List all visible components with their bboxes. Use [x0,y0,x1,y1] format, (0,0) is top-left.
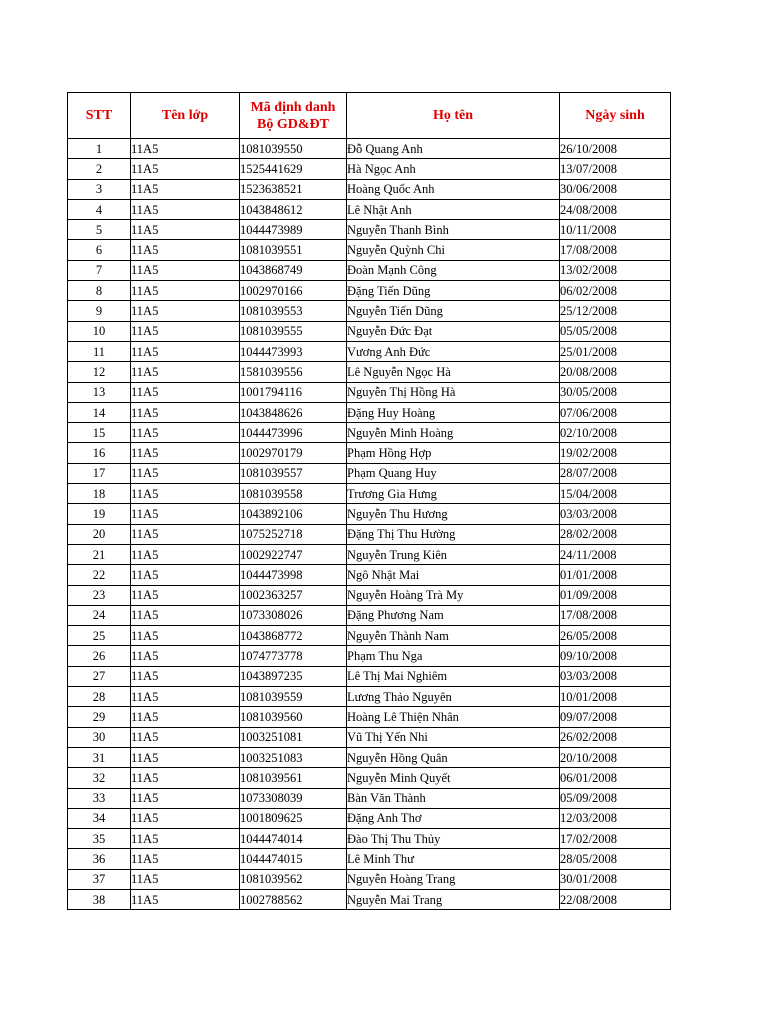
cell-stt: 31 [68,747,131,767]
cell-birth-date: 07/06/2008 [560,402,671,422]
table-row [68,260,671,280]
cell-stt: 18 [68,484,131,504]
cell-full-name: Nguyễn Hoàng Trang [347,869,560,889]
cell-student-id: 1081039562 [240,869,347,889]
cell-full-name: Phạm Thu Nga [347,646,560,666]
cell-student-id: 1044473989 [240,220,347,240]
cell-full-name: Hoàng Lê Thiện Nhân [347,707,560,727]
cell-class: 11A5 [131,626,240,646]
cell-stt: 34 [68,808,131,828]
cell-class: 11A5 [131,687,240,707]
cell-stt: 1 [68,139,131,159]
table-row [68,199,671,219]
cell-student-id: 1081039551 [240,240,347,260]
cell-stt: 30 [68,727,131,747]
cell-student-id: 1081039560 [240,707,347,727]
cell-birth-date: 10/01/2008 [560,687,671,707]
cell-birth-date: 30/06/2008 [560,179,671,199]
cell-stt: 24 [68,605,131,625]
cell-student-id: 1081039561 [240,768,347,788]
header-full-name: Họ tên [347,93,560,139]
cell-birth-date: 15/04/2008 [560,484,671,504]
cell-birth-date: 19/02/2008 [560,443,671,463]
cell-class: 11A5 [131,382,240,402]
cell-class: 11A5 [131,362,240,382]
cell-stt: 29 [68,707,131,727]
cell-stt: 6 [68,240,131,260]
cell-full-name: Đặng Huy Hoàng [347,402,560,422]
table-row [68,747,671,767]
cell-class: 11A5 [131,423,240,443]
cell-full-name: Phạm Quang Huy [347,463,560,483]
cell-full-name: Vũ Thị Yến Nhi [347,727,560,747]
cell-class: 11A5 [131,585,240,605]
header-row [68,93,671,139]
cell-student-id: 1002788562 [240,889,347,909]
cell-stt: 11 [68,341,131,361]
table-body [68,139,671,910]
cell-birth-date: 10/11/2008 [560,220,671,240]
table-row [68,849,671,869]
cell-birth-date: 22/08/2008 [560,889,671,909]
cell-birth-date: 17/08/2008 [560,240,671,260]
cell-full-name: Nguyễn Hoàng Trà My [347,585,560,605]
cell-birth-date: 26/02/2008 [560,727,671,747]
cell-student-id: 1075252718 [240,524,347,544]
cell-full-name: Ngô Nhật Mai [347,565,560,585]
cell-full-name: Đỗ Quang Anh [347,139,560,159]
cell-birth-date: 30/01/2008 [560,869,671,889]
cell-full-name: Đào Thị Thu Thủy [347,829,560,849]
cell-stt: 5 [68,220,131,240]
cell-student-id: 1081039555 [240,321,347,341]
cell-class: 11A5 [131,605,240,625]
cell-student-id: 1002970179 [240,443,347,463]
table-row [68,687,671,707]
cell-student-id: 1001794116 [240,382,347,402]
cell-class: 11A5 [131,402,240,422]
cell-class: 11A5 [131,829,240,849]
cell-birth-date: 06/02/2008 [560,281,671,301]
cell-student-id: 1044473998 [240,565,347,585]
cell-full-name: Nguyễn Hồng Quân [347,747,560,767]
cell-birth-date: 28/05/2008 [560,849,671,869]
cell-stt: 19 [68,504,131,524]
cell-student-id: 1043892106 [240,504,347,524]
cell-full-name: Đoàn Mạnh Công [347,260,560,280]
cell-class: 11A5 [131,565,240,585]
cell-class: 11A5 [131,484,240,504]
table-row [68,869,671,889]
cell-birth-date: 26/05/2008 [560,626,671,646]
header-stt: STT [68,93,131,139]
cell-birth-date: 12/03/2008 [560,808,671,828]
table-row [68,240,671,260]
cell-stt: 37 [68,869,131,889]
table-row [68,179,671,199]
cell-full-name: Nguyễn Tiến Dũng [347,301,560,321]
cell-full-name: Nguyễn Đức Đạt [347,321,560,341]
cell-birth-date: 09/07/2008 [560,707,671,727]
cell-student-id: 1002922747 [240,544,347,564]
table-row [68,605,671,625]
cell-student-id: 1044474015 [240,849,347,869]
cell-stt: 25 [68,626,131,646]
cell-class: 11A5 [131,301,240,321]
cell-stt: 10 [68,321,131,341]
header-student-id-line2: Bộ GD&ĐT [257,116,329,132]
cell-full-name: Phạm Hồng Hợp [347,443,560,463]
cell-student-id: 1043897235 [240,666,347,686]
cell-student-id: 1073308026 [240,605,347,625]
cell-full-name: Nguyễn Thị Hồng Hà [347,382,560,402]
cell-class: 11A5 [131,727,240,747]
cell-class: 11A5 [131,544,240,564]
cell-student-id: 1043868749 [240,260,347,280]
cell-full-name: Hoàng Quốc Anh [347,179,560,199]
cell-birth-date: 25/01/2008 [560,341,671,361]
cell-stt: 15 [68,423,131,443]
cell-class: 11A5 [131,747,240,767]
cell-full-name: Lương Thảo Nguyên [347,687,560,707]
cell-full-name: Nguyễn Mai Trang [347,889,560,909]
table-row [68,808,671,828]
cell-student-id: 1081039550 [240,139,347,159]
table-row [68,524,671,544]
cell-stt: 22 [68,565,131,585]
cell-birth-date: 05/05/2008 [560,321,671,341]
cell-student-id: 1043868772 [240,626,347,646]
cell-class: 11A5 [131,321,240,341]
table-row [68,768,671,788]
cell-birth-date: 25/12/2008 [560,301,671,321]
cell-class: 11A5 [131,179,240,199]
cell-student-id: 1523638521 [240,179,347,199]
cell-stt: 17 [68,463,131,483]
cell-stt: 12 [68,362,131,382]
table-row [68,565,671,585]
cell-class: 11A5 [131,159,240,179]
cell-full-name: Lê Minh Thư [347,849,560,869]
student-table [67,92,671,910]
cell-student-id: 1081039553 [240,301,347,321]
table-row [68,707,671,727]
cell-student-id: 1074773778 [240,646,347,666]
cell-student-id: 1081039557 [240,463,347,483]
table-row [68,829,671,849]
cell-class: 11A5 [131,707,240,727]
cell-birth-date: 28/02/2008 [560,524,671,544]
cell-full-name: Bàn Văn Thành [347,788,560,808]
cell-student-id: 1525441629 [240,159,347,179]
cell-stt: 33 [68,788,131,808]
cell-birth-date: 01/01/2008 [560,565,671,585]
cell-stt: 21 [68,544,131,564]
header-class: Tên lớp [131,93,240,139]
table-row [68,220,671,240]
table-row [68,139,671,159]
cell-stt: 13 [68,382,131,402]
cell-student-id: 1081039558 [240,484,347,504]
cell-stt: 8 [68,281,131,301]
cell-full-name: Nguyễn Thu Hương [347,504,560,524]
cell-full-name: Lê Thị Mai Nghiêm [347,666,560,686]
cell-stt: 3 [68,179,131,199]
table-row [68,321,671,341]
cell-birth-date: 24/11/2008 [560,544,671,564]
cell-full-name: Nguyễn Thành Nam [347,626,560,646]
cell-birth-date: 28/07/2008 [560,463,671,483]
cell-full-name: Lê Nhật Anh [347,199,560,219]
table-row [68,402,671,422]
cell-full-name: Nguyễn Minh Quyết [347,768,560,788]
cell-stt: 35 [68,829,131,849]
cell-student-id: 1043848626 [240,402,347,422]
cell-stt: 9 [68,301,131,321]
table-row [68,423,671,443]
cell-stt: 7 [68,260,131,280]
cell-stt: 27 [68,666,131,686]
cell-full-name: Nguyễn Thanh Bình [347,220,560,240]
table-row [68,463,671,483]
table-row [68,788,671,808]
header-student-id-line1: Mã định danh [250,99,336,115]
cell-stt: 38 [68,889,131,909]
cell-student-id: 1073308039 [240,788,347,808]
cell-birth-date: 20/08/2008 [560,362,671,382]
cell-birth-date: 17/02/2008 [560,829,671,849]
cell-student-id: 1044473993 [240,341,347,361]
table-row [68,341,671,361]
cell-class: 11A5 [131,240,240,260]
table-row [68,301,671,321]
cell-birth-date: 13/02/2008 [560,260,671,280]
table-row [68,727,671,747]
cell-full-name: Nguyễn Minh Hoàng [347,423,560,443]
cell-birth-date: 09/10/2008 [560,646,671,666]
cell-birth-date: 02/10/2008 [560,423,671,443]
cell-stt: 26 [68,646,131,666]
cell-birth-date: 26/10/2008 [560,139,671,159]
cell-stt: 20 [68,524,131,544]
cell-class: 11A5 [131,341,240,361]
cell-class: 11A5 [131,788,240,808]
cell-student-id: 1003251081 [240,727,347,747]
cell-birth-date: 01/09/2008 [560,585,671,605]
table-row [68,666,671,686]
table-row [68,504,671,524]
cell-student-id: 1003251083 [240,747,347,767]
table-row [68,585,671,605]
cell-student-id: 1081039559 [240,687,347,707]
cell-class: 11A5 [131,869,240,889]
cell-stt: 36 [68,849,131,869]
cell-class: 11A5 [131,808,240,828]
table-row [68,889,671,909]
cell-full-name: Lê Nguyễn Ngọc Hà [347,362,560,382]
table-row [68,443,671,463]
cell-student-id: 1581039556 [240,362,347,382]
cell-full-name: Hà Ngọc Anh [347,159,560,179]
table-row [68,544,671,564]
cell-full-name: Đặng Phương Nam [347,605,560,625]
cell-full-name: Nguyễn Quỳnh Chi [347,240,560,260]
cell-full-name: Đặng Anh Thơ [347,808,560,828]
cell-birth-date: 24/08/2008 [560,199,671,219]
cell-birth-date: 05/09/2008 [560,788,671,808]
cell-class: 11A5 [131,463,240,483]
cell-stt: 2 [68,159,131,179]
cell-student-id: 1044473996 [240,423,347,443]
cell-class: 11A5 [131,443,240,463]
table-row [68,281,671,301]
cell-stt: 4 [68,199,131,219]
cell-student-id: 1001809625 [240,808,347,828]
cell-full-name: Nguyễn Trung Kiên [347,544,560,564]
cell-class: 11A5 [131,139,240,159]
table-row [68,362,671,382]
cell-birth-date: 17/08/2008 [560,605,671,625]
table-row [68,382,671,402]
cell-birth-date: 03/03/2008 [560,666,671,686]
cell-class: 11A5 [131,849,240,869]
cell-stt: 32 [68,768,131,788]
cell-student-id: 1043848612 [240,199,347,219]
cell-birth-date: 30/05/2008 [560,382,671,402]
table-row [68,646,671,666]
cell-class: 11A5 [131,281,240,301]
cell-stt: 23 [68,585,131,605]
cell-birth-date: 03/03/2008 [560,504,671,524]
cell-student-id: 1002970166 [240,281,347,301]
cell-birth-date: 06/01/2008 [560,768,671,788]
cell-class: 11A5 [131,768,240,788]
cell-full-name: Đặng Thị Thu Hường [347,524,560,544]
cell-class: 11A5 [131,524,240,544]
cell-birth-date: 20/10/2008 [560,747,671,767]
table-row [68,626,671,646]
cell-full-name: Vương Anh Đức [347,341,560,361]
table-row [68,484,671,504]
cell-full-name: Đặng Tiến Dũng [347,281,560,301]
cell-class: 11A5 [131,504,240,524]
cell-stt: 16 [68,443,131,463]
cell-stt: 28 [68,687,131,707]
table-row [68,159,671,179]
cell-full-name: Trương Gia Hưng [347,484,560,504]
cell-class: 11A5 [131,889,240,909]
header-student-id [240,93,347,139]
cell-class: 11A5 [131,260,240,280]
cell-birth-date: 13/07/2008 [560,159,671,179]
cell-student-id: 1002363257 [240,585,347,605]
cell-student-id: 1044474014 [240,829,347,849]
cell-class: 11A5 [131,646,240,666]
header-birth-date: Ngày sinh [560,93,671,139]
cell-class: 11A5 [131,666,240,686]
cell-class: 11A5 [131,220,240,240]
cell-class: 11A5 [131,199,240,219]
cell-stt: 14 [68,402,131,422]
